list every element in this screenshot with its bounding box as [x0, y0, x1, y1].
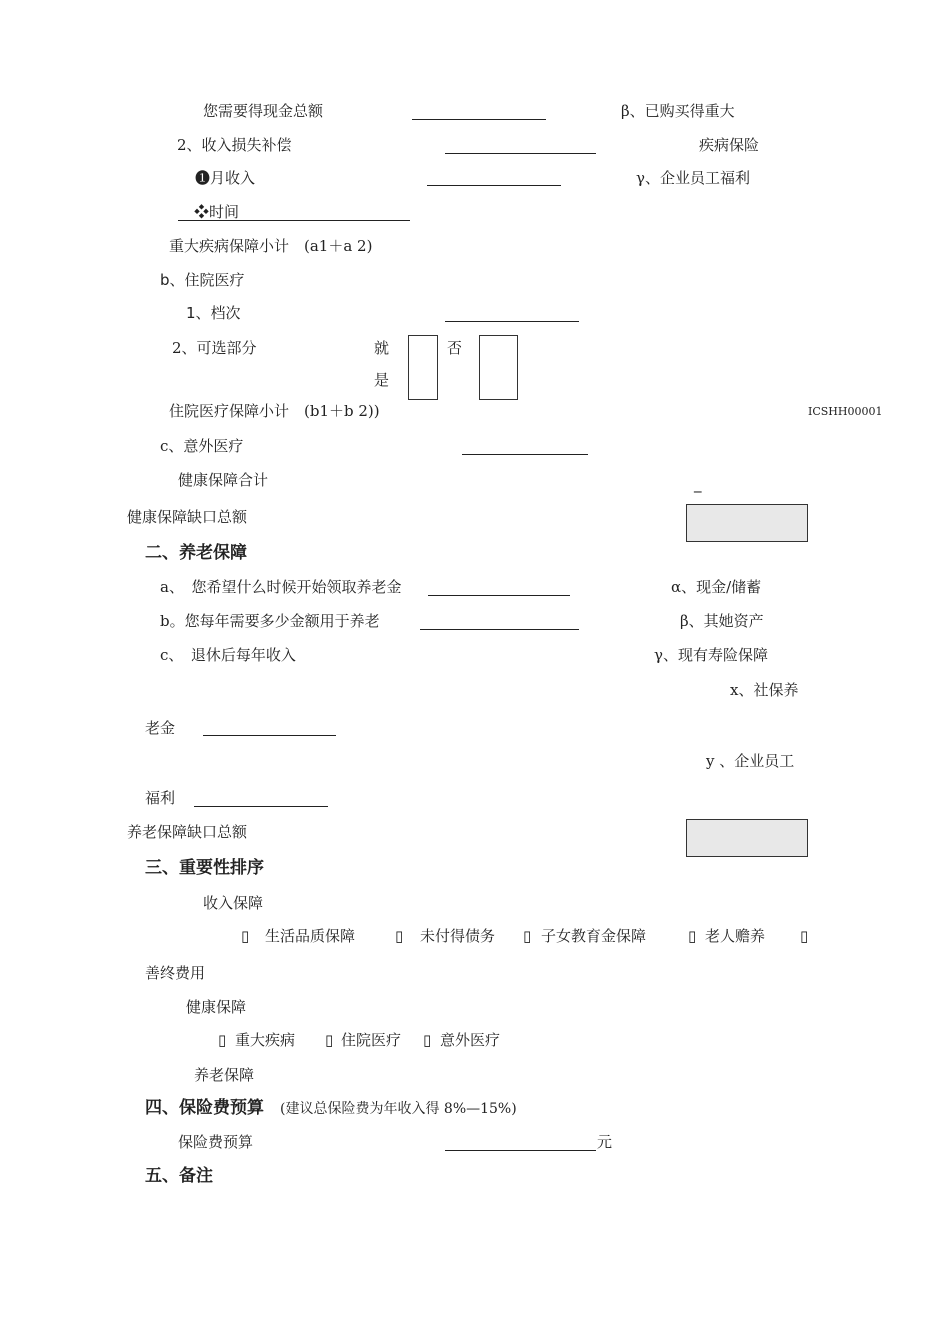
priority-checkbox[interactable]: ▯ [800, 927, 809, 945]
yes-checkbox[interactable] [408, 335, 438, 400]
budget-note: (建议总保险费为年收入得 8%—15%) [280, 1101, 517, 1117]
budget-unit: 元 [597, 1133, 613, 1151]
budget-field[interactable] [445, 1150, 596, 1151]
time-field[interactable] [178, 220, 410, 221]
budget-heading: 四、保险费预算 [145, 1098, 264, 1118]
level-field[interactable] [445, 321, 579, 322]
pension-b-label: b。您每年需要多少金额用于养老 [160, 612, 380, 630]
cash-total-field[interactable] [412, 119, 546, 120]
yes-label-2: 是 [374, 371, 390, 389]
document-code: ICSHH00001 [808, 405, 883, 418]
income-loss-label: 2、收入损失补偿 [177, 136, 292, 154]
priority-item-life-quality: 生活品质保障 [265, 927, 356, 945]
optional-label: 2、可选部分 [172, 339, 257, 357]
priority-item-elderly: 老人赡养 [705, 927, 766, 945]
priority-checkbox[interactable]: ▯ [395, 927, 404, 945]
accident-label: c、意外医疗 [160, 437, 244, 455]
priority-checkbox[interactable]: ▯ [523, 927, 532, 945]
gamma-welfare-label: γ、企业员工福利 [636, 169, 750, 187]
income-priority-title: 收入保障 [203, 894, 264, 912]
hospital-section-label: b、住院医疗 [160, 271, 245, 289]
health-priority-title: 健康保障 [186, 998, 247, 1016]
hospital-subtotal-label: 住院医疗保障小计 (b1＋b 2)) [169, 402, 380, 420]
priority-item-critical: 重大疾病 [235, 1031, 296, 1049]
x-label: x、社保养 [730, 681, 799, 699]
alpha-label: α、现金/储蓄 [671, 578, 762, 596]
monthly-income-label: ❶月收入 [195, 169, 256, 187]
pension-a-label: a、 您希望什么时候开始领取养老金 [160, 578, 402, 596]
pension-b-field[interactable] [420, 629, 579, 630]
x-field[interactable] [203, 735, 336, 736]
yes-label-1: 就 [374, 339, 390, 357]
y-label: y 、企业员工 [706, 752, 795, 770]
x-label-cont: 老金 [145, 719, 176, 737]
budget-label: 保险费预算 [178, 1133, 254, 1151]
priority-checkbox[interactable]: ▯ [325, 1031, 334, 1049]
priority-checkbox[interactable]: ▯ [688, 927, 697, 945]
pension-a-field[interactable] [428, 595, 570, 596]
no-label: 否 [447, 339, 463, 357]
health-gap-label: 健康保障缺口总额 [127, 508, 248, 526]
critical-subtotal-label: 重大疾病保障小计 (a1＋a 2) [169, 237, 373, 255]
priority-item-education: 子女教育金保障 [541, 927, 647, 945]
priority-checkbox[interactable]: ▯ [241, 927, 250, 945]
priority-checkbox[interactable]: ▯ [218, 1031, 227, 1049]
time-label: ❖时间 [194, 203, 240, 221]
pension-heading: 二、养老保障 [145, 543, 247, 563]
no-checkbox[interactable] [479, 335, 518, 400]
priority-item-accident: 意外医疗 [440, 1031, 501, 1049]
priority-item-funeral: 善终费用 [145, 964, 206, 982]
cash-total-label: 您需要得现金总额 [203, 102, 324, 120]
beta-label: β、其她资产 [680, 612, 764, 630]
priority-heading: 三、重要性排序 [145, 858, 264, 878]
pension-priority-title: 养老保障 [194, 1066, 255, 1084]
beta-bought-label-1: β、已购买得重大 [621, 102, 735, 120]
pension-gap-label: 养老保障缺口总额 [127, 823, 248, 841]
gamma-label: γ、现有寿险保障 [654, 646, 768, 664]
remarks-heading: 五、备注 [145, 1166, 213, 1186]
income-loss-field[interactable] [445, 153, 596, 154]
level-label: 1、档次 [186, 304, 241, 322]
health-total-dash: _ [694, 475, 702, 493]
beta-bought-label-2: 疾病保险 [699, 136, 760, 154]
priority-item-hospital: 住院医疗 [341, 1031, 402, 1049]
priority-item-debts: 未付得债务 [420, 927, 496, 945]
pension-c-label: c、 退休后每年收入 [160, 646, 296, 664]
y-label-cont: 福利 [145, 789, 176, 807]
priority-checkbox[interactable]: ▯ [423, 1031, 432, 1049]
health-total-label: 健康保障合计 [178, 471, 269, 489]
y-field[interactable] [194, 806, 328, 807]
health-gap-box[interactable] [686, 504, 808, 542]
accident-field[interactable] [462, 454, 588, 455]
pension-gap-box[interactable] [686, 819, 808, 857]
monthly-income-field[interactable] [427, 185, 561, 186]
